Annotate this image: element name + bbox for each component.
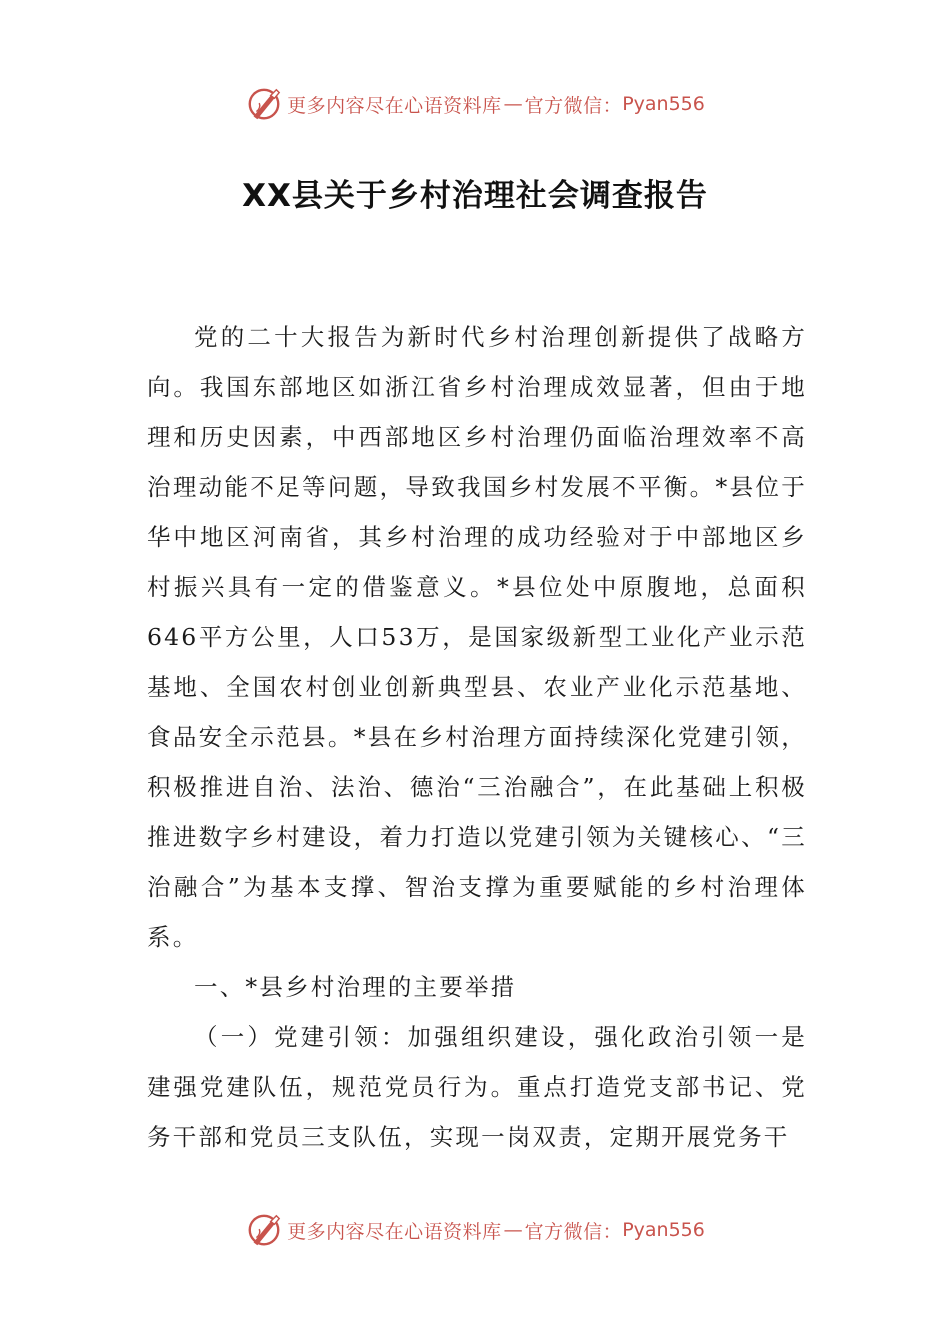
wechat-id: Pyan556 bbox=[622, 93, 705, 115]
watermark-text: 更多内容尽在心语资料库 bbox=[287, 94, 502, 117]
watermark-text: 更多内容尽在心语资料库 bbox=[287, 1220, 502, 1243]
intro-paragraph: 党的二十大报告为新时代乡村治理创新提供了战略方向。我国东部地区如浙江省乡村治理成效显著，但由于地理和历史因素，中西部地区乡村治理仍面临治理效率不高治理动能不足等问题，导致我国乡村发展不平衡。*县位于华中地区河南省，其乡村治理的成功经验对于中部地区乡村振兴具有一定的借鉴意义。*县位处中原腹地，总面积646平方公里，人口53万，是国家级新型工业化产业示范基地、全国农村创业创新典型县、农业产业化示范基地、食品安全示范县。*县在乡村治理方面持续深化党建引领，积极推进自治、法治、德治“三治融合”，在此基础上积极推进数字乡村建设，着力打造以党建引领为关键核心、“三治融合”为基本支撑、智治支撑为重要赋能的乡村治理体系。 bbox=[147, 323, 807, 951]
section-heading: 一、*县乡村治理的主要举措 bbox=[194, 973, 517, 1001]
watermark-separator: — bbox=[503, 1219, 523, 1241]
pen-logo-icon bbox=[245, 1211, 283, 1249]
footer-watermark bbox=[0, 1210, 950, 1250]
wechat-id: Pyan556 bbox=[622, 1219, 705, 1241]
document-title: XX县关于乡村治理社会调查报告 bbox=[242, 178, 708, 214]
wechat-label: 官方微信： bbox=[524, 1220, 623, 1243]
document-body bbox=[147, 312, 807, 1162]
pen-logo-icon bbox=[245, 85, 283, 123]
watermark-separator: — bbox=[503, 93, 523, 115]
header-watermark bbox=[0, 84, 950, 124]
subsection-paragraph: （一）党建引领：加强组织建设，强化政治引领一是建强党建队伍，规范党员行为。重点打造党支部书记、党务干部和党员三支队伍，实现一岗双责，定期开展党务干 bbox=[147, 1023, 807, 1151]
wechat-label: 官方微信： bbox=[524, 94, 623, 117]
